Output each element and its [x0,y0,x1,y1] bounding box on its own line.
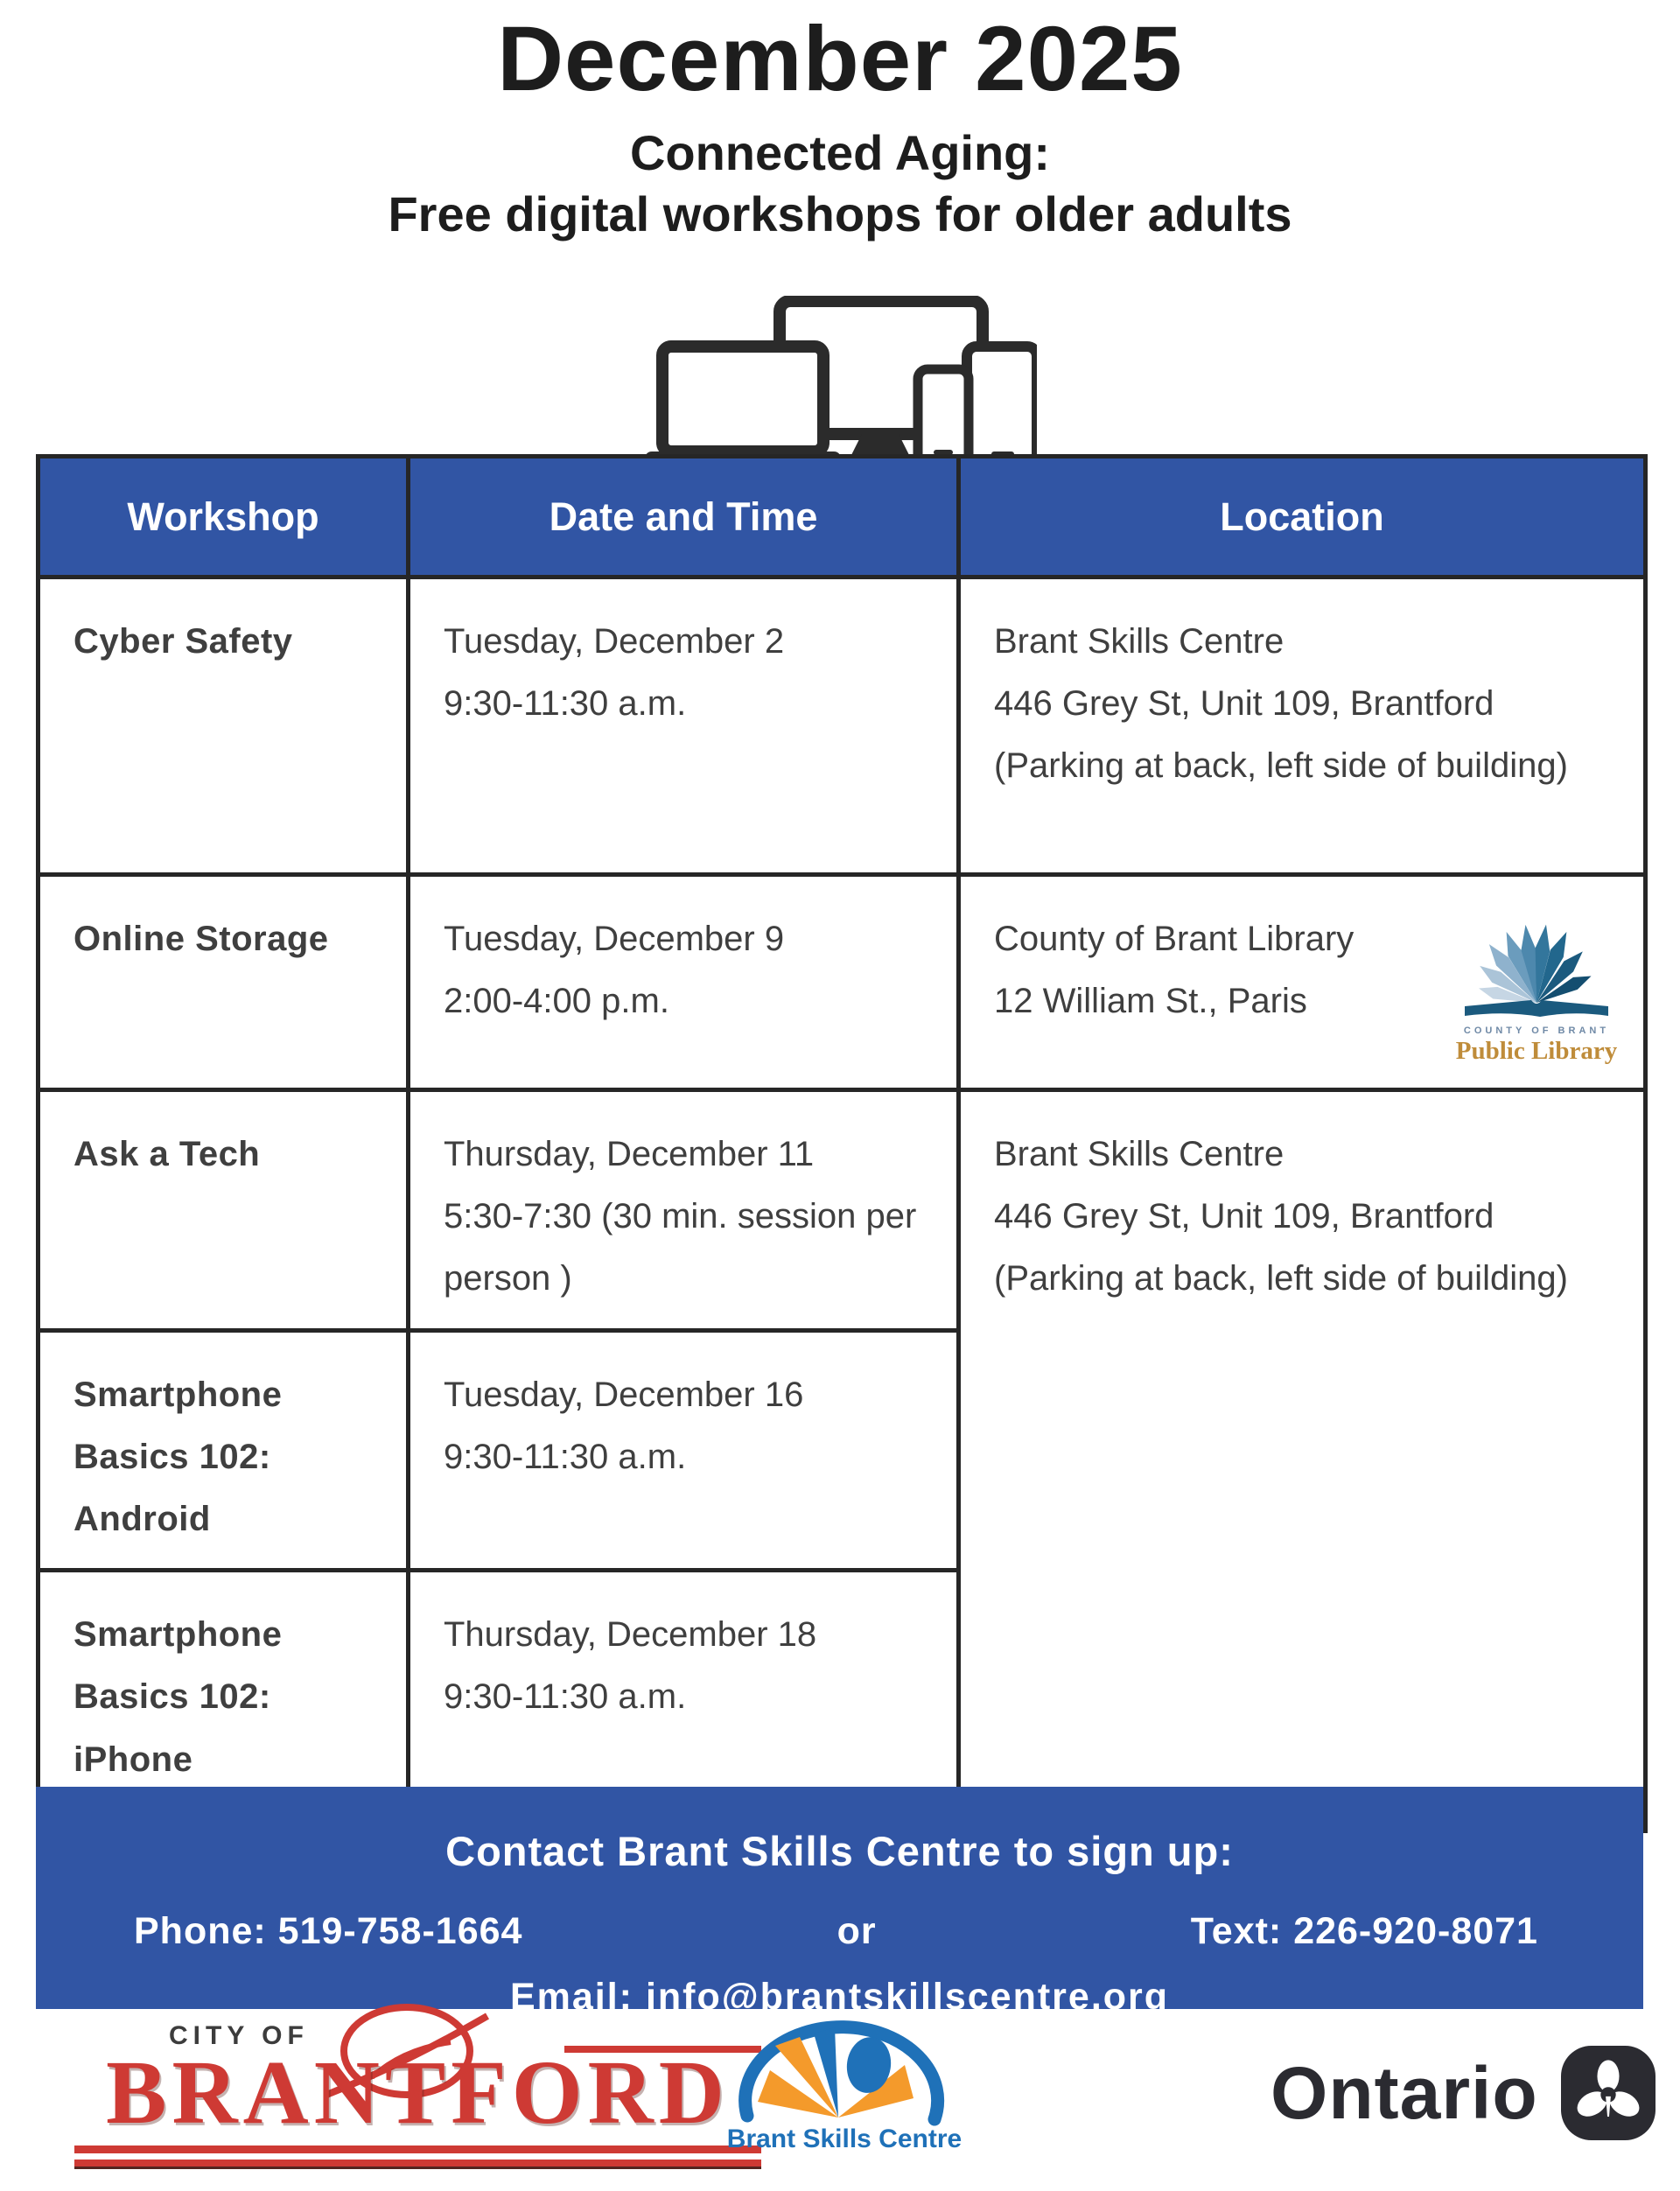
time-line: 9:30-11:30 a.m. [444,684,687,724]
ontario-name-label: Ontario [1270,2051,1538,2134]
partner-logos [0,2009,1680,2191]
contact-or: or [836,1910,877,1952]
table-row [38,578,1646,875]
brantford-cityof-label: CITY OF [169,2021,309,2050]
time-line: 2:00-4:00 p.m. [444,982,669,1021]
table-row [38,1090,1646,1331]
date-line: Tuesday, December 9 [444,920,785,958]
workshop-location [959,578,1646,875]
column-header-date-time: Date and Time [409,457,959,578]
workshop-location [959,875,1646,1090]
workshop-name: Smartphone Basics 102: Android [38,1330,409,1571]
subtitle-line2: Free digital workshops for older adults [388,186,1292,242]
laptop-icon [645,346,841,465]
workshop-location-merged [959,1090,1646,1831]
library-name-label: Public Library [1455,1037,1618,1065]
location-line: County of Brant Library [994,920,1354,958]
workshop-datetime [409,875,959,1090]
table-header-row [38,457,1646,578]
time-line: 5:30-7:30 (30 min. session per person ) [444,1197,917,1298]
date-line: Thursday, December 18 [444,1615,817,1655]
contact-row [36,1910,1643,1953]
county-of-brant-library-logo [1442,919,1631,1066]
workshop-schedule-table [36,454,1648,1833]
brantford-name-label: BRANTFORD [106,2042,730,2143]
location-line: (Parking at back, left side of building) [994,1259,1568,1298]
brant-skills-centre-logo [724,2011,964,2154]
brantford-rule-1 [74,2146,761,2153]
contact-band [36,1787,1643,2018]
devices-icon [643,296,1037,467]
time-line: 9:30-11:30 a.m. [444,1437,687,1476]
ontario-logo [1270,2046,1656,2140]
tablet-icon [967,346,1037,466]
location-line: (Parking at back, left side of building) [994,746,1568,786]
ontario-trillium-icon [1561,2046,1656,2140]
workshop-name: Smartphone Basics 102: iPhone [38,1571,409,1831]
contact-text: Text: 226-920-8071 [1190,1910,1538,1952]
contact-email: Email: info@brantskillscentre.org [509,1976,1170,2018]
bsc-name-label: Brant Skills Centre [726,2124,962,2153]
date-line: Tuesday, December 2 [444,622,785,661]
workshop-datetime [409,578,959,875]
page-title: December 2025 [497,8,1183,110]
smartphone-icon [918,369,969,466]
location-line: Brant Skills Centre [994,1135,1284,1173]
column-header-location: Location [959,457,1646,578]
location-line: 446 Grey St, Unit 109, Brantford [994,684,1494,724]
workshop-name: Cyber Safety [38,578,409,875]
location-line: 446 Grey St, Unit 109, Brantford [994,1197,1494,1236]
workshop-datetime [409,1090,959,1331]
contact-heading: Contact Brant Skills Centre to sign up: [445,1828,1234,1874]
library-caps-label: COUNTY OF BRANT [1463,1026,1610,1036]
location-line: Brant Skills Centre [994,622,1284,661]
column-header-workshop: Workshop [38,457,409,578]
workshop-name: Ask a Tech [38,1090,409,1331]
contact-phone: Phone: 519-758-1664 [134,1910,523,1952]
subtitle-line1: Connected Aging: [629,125,1051,180]
workshop-name: Online Storage [38,875,409,1090]
location-line: 12 William St., Paris [994,982,1307,1021]
time-line: 9:30-11:30 a.m. [444,1677,687,1717]
table-row [38,875,1646,1090]
library-fan-icon [1476,924,1594,1010]
date-line: Tuesday, December 16 [444,1375,804,1414]
workshop-datetime [409,1330,959,1571]
date-line: Thursday, December 11 [444,1135,815,1173]
brantford-rule-2 [74,2160,761,2166]
